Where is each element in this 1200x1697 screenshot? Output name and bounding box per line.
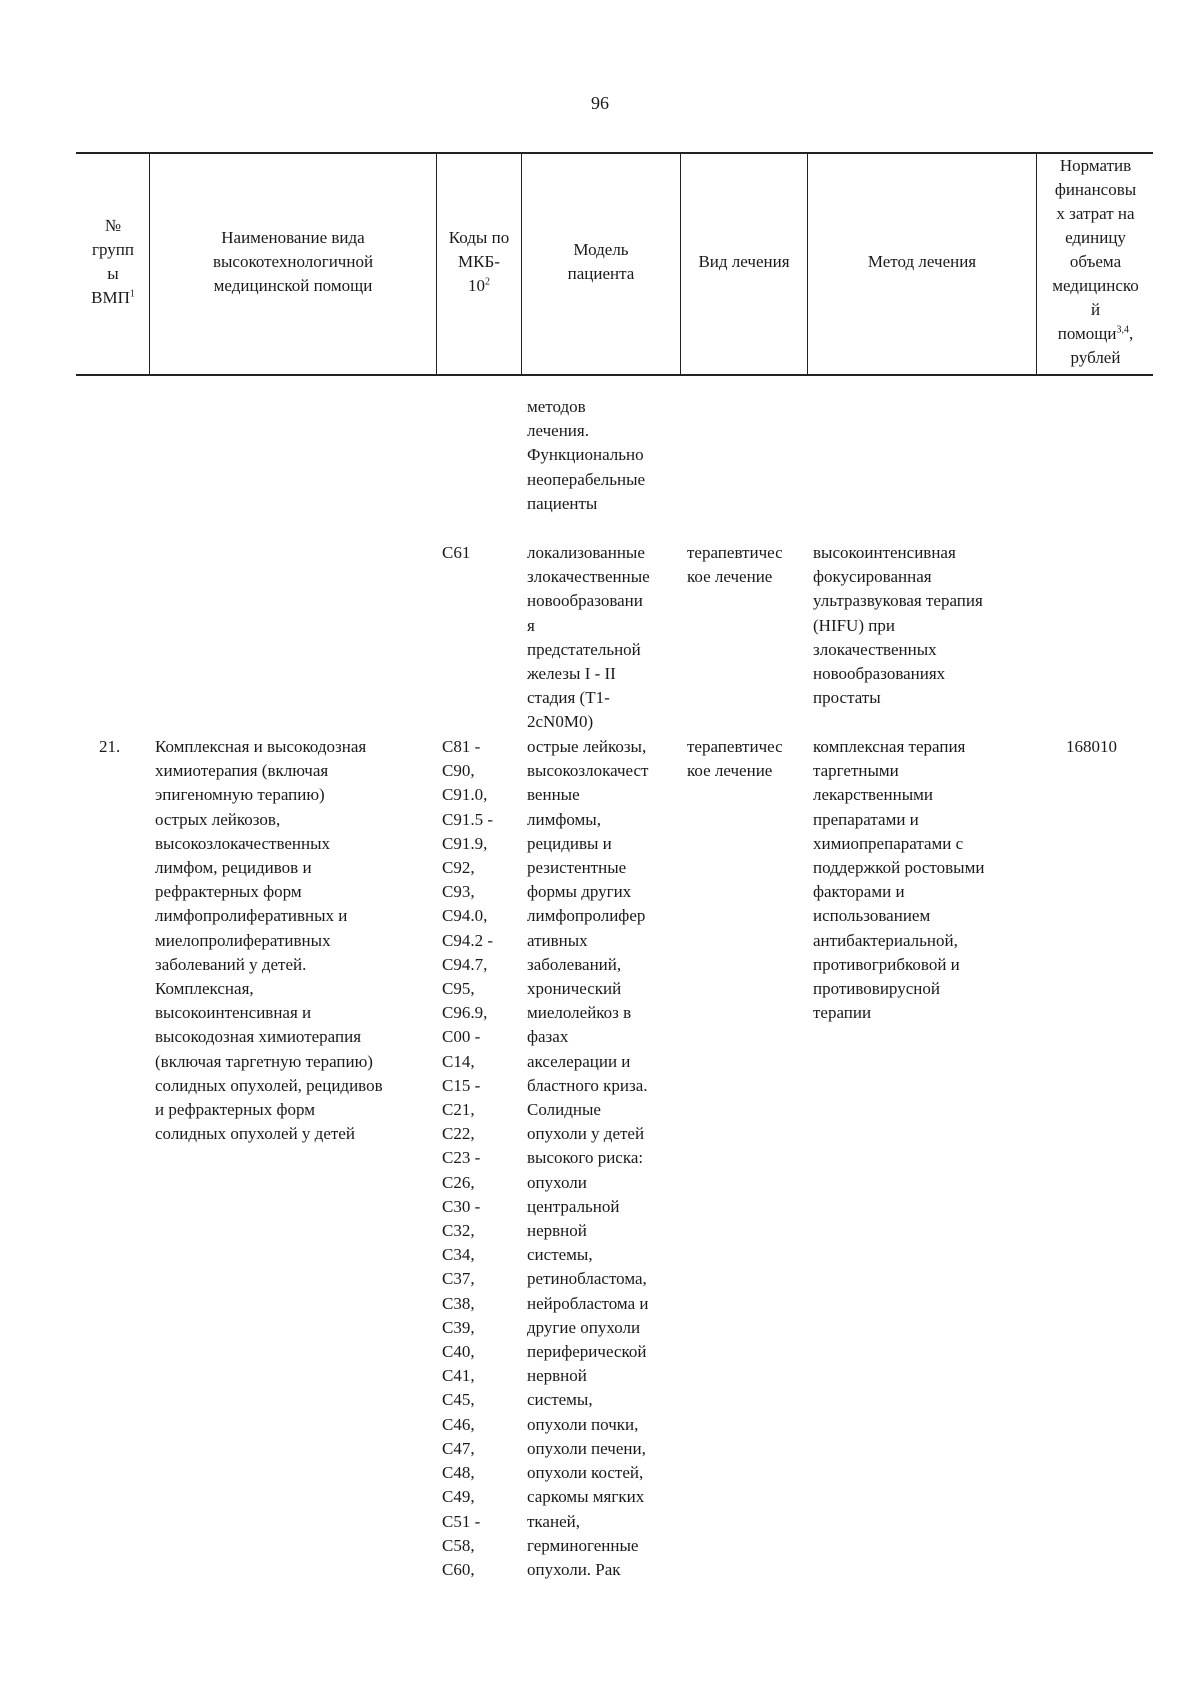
header-cost-standard xyxy=(1038,152,1153,372)
row-treatment-type: терапевтичес кое лечение xyxy=(687,543,783,587)
header-icd-codes xyxy=(438,152,520,372)
column-divider xyxy=(680,152,681,374)
header-care-type: Наименование вида высокотехнологичной медицинской помощи xyxy=(212,228,374,295)
header-treatment-method: Метод лечения xyxy=(867,252,977,271)
footnote-ref: 3,4 xyxy=(1116,324,1129,336)
header-patient-model: Модель пациента xyxy=(567,240,635,283)
header-cost-tail: , рублей xyxy=(1070,324,1134,367)
header-cost-text: Норматив финансовы х затрат на единицу объема медицинско й помощи xyxy=(1052,156,1139,343)
row-icd-codes: C61 xyxy=(442,543,471,562)
row-patient-model: методов лечения. Функционально неоперабельные пациенты xyxy=(527,397,646,513)
row-treatment-method: высокоинтенсивная фокусированная ультразвуковая терапия (HIFU) при злокачественных новообразованиях простаты xyxy=(813,543,983,708)
header-group-number xyxy=(80,152,146,372)
header-group-number-line: групп xyxy=(92,240,134,259)
row-cost: 168010 xyxy=(1066,737,1117,756)
column-divider xyxy=(1036,152,1037,374)
row-treatment-method: комплексная терапия таргетными лекарственными препаратами и химиопрепаратами с поддержкой ростовыми факторами и использованием антибактериальной, противогрибковой и противовирусной терапии xyxy=(813,737,985,1023)
column-divider xyxy=(521,152,522,374)
row-group-number: 21. xyxy=(99,737,121,756)
row-patient-model: локализованные злокачественные новообразовани я предстательной железы I - II стадия (T1- 2cN0M0) xyxy=(527,543,650,732)
row-icd-codes: C81 - C90, C91.0, C91.5 - C91.9, C92, C93, C94.0, C94.2 - C94.7, C95, C96.9, C00 - C14, C15 - C21, C22, C23 - C26, C30 - C32, C34, C37, C38, C39, C40, C41, C45, C46, C47, C48, C49, C51 - C58, C60, xyxy=(442,737,493,1579)
row-patient-model: острые лейкозы, высокозлокачест венные лимфомы, рецидивы и резистентные формы других лимфопролифер ативных заболеваний, хронический миелолейкоз в фазах акселерации и бластного криза. Солидные опухоли у детей высокого риска: опухоли центральной нервной системы, ретинобластома, нейробластома и другие опухоли периферической нервной системы, опухоли почки, опухоли печени, опухоли костей, саркомы мягких тканей, герминогенные опухоли. Рак xyxy=(527,737,649,1579)
column-divider xyxy=(436,152,437,374)
row-care-type: Комплексная и высокодозная химиотерапия (включая эпигеномную терапию) острых лейкозов, высокозлокачественных лимфом, рецидивов и рефрактерных форм лимфопролиферативных и миелопролиферативных заболеваний у детей. Комплексная, высокоинтенсивная и высокодозная химиотерапия (включая таргетную терапию) солидных опухолей, рецидивов и рефрактерных форм солидных опухолей у детей xyxy=(155,737,383,1144)
footnote-ref: 2 xyxy=(484,276,490,288)
row-treatment-type: терапевтичес кое лечение xyxy=(687,737,783,781)
header-icd-text: Коды по МКБ- 10 xyxy=(448,228,510,295)
footnote-ref: 1 xyxy=(129,288,135,300)
page-number: 96 xyxy=(591,93,609,113)
column-divider xyxy=(807,152,808,374)
header-group-number-line: № xyxy=(104,216,122,235)
column-divider xyxy=(149,152,150,374)
header-group-number-line: ВМП xyxy=(91,288,130,307)
header-group-number-line: ы xyxy=(107,264,119,283)
header-treatment-type: Вид лечения xyxy=(698,252,790,271)
